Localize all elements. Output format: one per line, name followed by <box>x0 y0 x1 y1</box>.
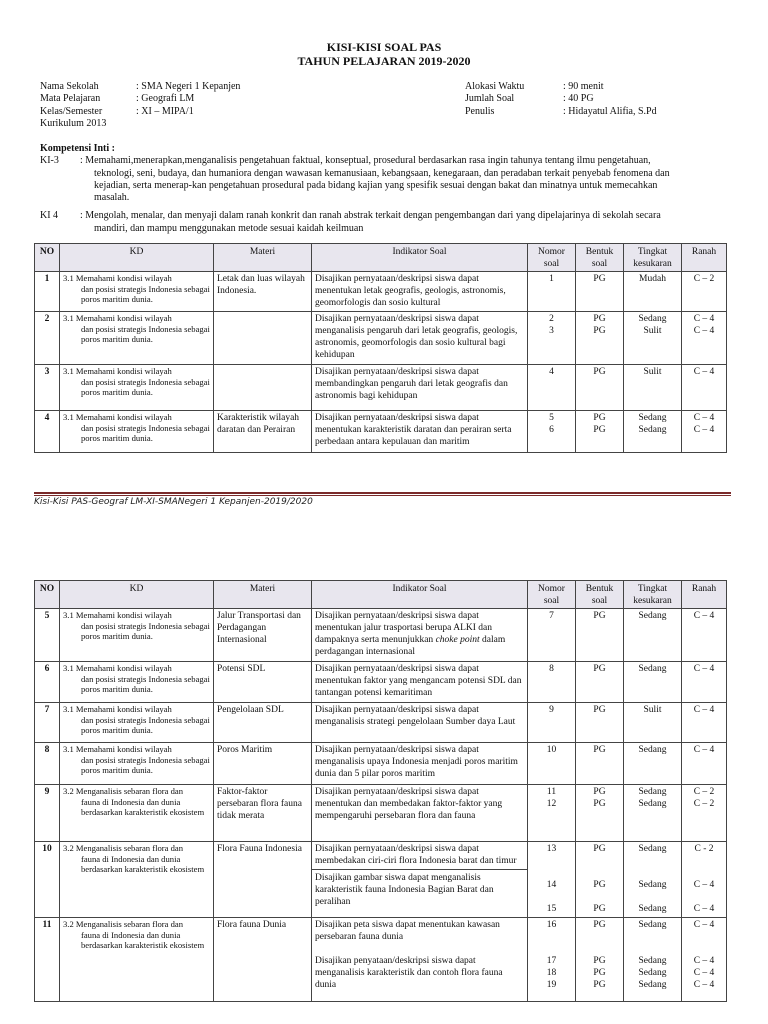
cell-value: Sedang <box>638 920 667 930</box>
kd-text: fauna di Indonesia dan dunia berdasarkan karakteristik ekosistem <box>81 929 205 950</box>
info-value: : 90 menit <box>563 81 604 92</box>
footer-divider <box>34 492 731 494</box>
col-header-materi: Materi <box>214 581 312 609</box>
row-kd <box>60 785 214 842</box>
info-label: Kurikulum 2013 <box>40 117 107 129</box>
footer-divider <box>34 495 731 496</box>
kd-text: dan posisi strategis Indonesia sebagai poros maritim dunia. <box>81 714 210 735</box>
row-no: 2 <box>35 312 60 365</box>
col-header-no: NO <box>35 581 60 609</box>
cell-value: Sedang <box>638 314 667 324</box>
indikator-part: Disajikan gambar siswa dapat menganalisis karakteristik fauna Indonesia Bagian Barat dan peralihan <box>315 873 494 907</box>
ki3-line: masalah. <box>94 192 130 204</box>
row-materi <box>214 312 312 365</box>
cell-value: PG <box>593 956 606 966</box>
cell-value: C – 2 <box>693 787 715 797</box>
cell-value: C – 2 <box>693 799 715 809</box>
row-indikator: Disajikan pernyataan/deskripsi siswa dapat menentukan letak geografis, geologis, astronomis, geomorfologis dan sosio kultural <box>312 272 528 312</box>
exam-info <box>465 81 755 118</box>
info-label: Nama Sekolah <box>40 81 99 92</box>
kd-text: 3.1 Memahami kondisi wilayah <box>63 610 172 620</box>
row-nomor: 1 <box>528 272 576 312</box>
kd-text: dan posisi strategis Indonesia sebagai poros maritim dunia. <box>81 323 210 344</box>
kd-text: 3.1 Memahami kondisi wilayah <box>63 313 172 323</box>
row-ranah: C – 4 <box>682 609 727 662</box>
row-nomor <box>528 785 576 842</box>
table-row <box>35 609 727 662</box>
table-row <box>35 703 727 743</box>
row-indikator <box>312 842 528 918</box>
cell-value: PG <box>593 787 606 797</box>
row-indikator <box>312 609 528 662</box>
row-kd <box>60 312 214 365</box>
cell-value: C – 4 <box>693 904 715 914</box>
cell-value: 3 <box>549 326 554 336</box>
ki4-line: mandiri, dan mampu menggunakan metode sesuai kaidah keilmuan <box>94 222 364 234</box>
row-materi: Jalur Transportasi dan Perdagangan Internasional <box>214 609 312 662</box>
cell-value: Sedang <box>638 425 667 435</box>
cell-value: C – 4 <box>693 425 715 435</box>
cell-value: 19 <box>546 980 557 990</box>
row-kd <box>60 609 214 662</box>
table-row <box>35 662 727 703</box>
indikator-part: Disajikan peta siswa dapat menentukan kawasan persebaran fauna dunia <box>315 920 500 942</box>
kompetensi-inti <box>40 143 730 235</box>
doc-subtitle: TAHUN PELAJARAN 2019-2020 <box>297 54 471 68</box>
info-value: : Hidayatul Alifia, S.Pd <box>563 105 657 117</box>
indikator-part: Disajikan penyataan/deskripsi siswa dapat menganalisis karakteristik dan contoh flora fauna dunia <box>315 956 503 990</box>
row-indikator: Disajikan pernyataan/deskripsi siswa dapat menentukan karakteristik daratan dan perairan serta perbedaan antara kepulauan dan maritim <box>312 411 528 453</box>
row-no: 7 <box>35 703 60 743</box>
row-bentuk: PG <box>576 272 624 312</box>
kd-text: fauna di Indonesia dan dunia berdasarkan karakteristik ekosistem <box>81 796 205 817</box>
row-materi <box>214 365 312 411</box>
kisi-table-page1 <box>34 243 727 453</box>
cell-value: C – 4 <box>693 968 715 978</box>
table-header-row <box>35 581 727 609</box>
cell-value: Sedang <box>638 880 667 890</box>
cell-value: 6 <box>549 425 554 435</box>
row-bentuk: PG <box>576 662 624 703</box>
row-materi: Faktor-faktor persebaran flora fauna tidak merata <box>214 785 312 842</box>
cell-value: Sedang <box>638 413 667 423</box>
cell-value: PG <box>593 314 606 324</box>
info-row <box>40 106 370 118</box>
kd-text: 3.2 Menganalisis sebaran flora dan <box>63 919 184 929</box>
table-row <box>35 365 727 411</box>
row-ranah: C – 4 <box>682 743 727 785</box>
col-header-indikator: Indikator Soal <box>312 581 528 609</box>
row-nomor <box>528 312 576 365</box>
row-tingkat: Sulit <box>624 703 682 743</box>
cell-value: Sedang <box>638 844 667 854</box>
info-row <box>465 106 755 118</box>
cell-value: Sulit <box>643 326 662 336</box>
ki4-row <box>40 210 730 235</box>
cell-value: C – 4 <box>693 980 715 990</box>
row-ranah <box>682 312 727 365</box>
cell-value: Sedang <box>638 787 667 797</box>
row-bentuk <box>576 918 624 1002</box>
cell-value: PG <box>593 413 606 423</box>
cell-value: C – 4 <box>693 956 715 966</box>
row-kd <box>60 365 214 411</box>
cell-value: C – 4 <box>693 920 715 930</box>
cell-value: C – 4 <box>693 880 715 890</box>
row-kd <box>60 842 214 918</box>
row-nomor: 4 <box>528 365 576 411</box>
kd-text: dan posisi strategis Indonesia sebagai poros maritim dunia. <box>81 620 210 641</box>
row-tingkat <box>624 411 682 453</box>
row-ranah <box>682 411 727 453</box>
row-bentuk: PG <box>576 609 624 662</box>
cell-value: PG <box>593 920 606 930</box>
kd-text: 3.1 Memahami kondisi wilayah <box>63 366 172 376</box>
doc-title: KISI-KISI SOAL PAS <box>326 40 442 54</box>
row-tingkat: Mudah <box>624 272 682 312</box>
kd-text: dan posisi strategis Indonesia sebagai poros maritim dunia. <box>81 673 210 694</box>
col-header-indikator: Indikator Soal <box>312 244 528 272</box>
col-header-materi: Materi <box>214 244 312 272</box>
row-kd <box>60 272 214 312</box>
cell-value: C – 4 <box>693 413 715 423</box>
table-row <box>35 312 727 365</box>
row-indikator <box>312 918 528 1002</box>
row-tingkat <box>624 918 682 1002</box>
cell-value: 13 <box>546 844 557 854</box>
cell-value: 14 <box>546 880 557 890</box>
kd-text: fauna di Indonesia dan dunia berdasarkan karakteristik ekosistem <box>81 853 205 874</box>
row-nomor: 8 <box>528 662 576 703</box>
row-ranah: C – 4 <box>682 662 727 703</box>
col-header-nomor: Nomor soal <box>528 244 576 272</box>
cell-value: PG <box>593 968 606 978</box>
kd-text: dan posisi strategis Indonesia sebagai poros maritim dunia. <box>81 422 210 443</box>
cell-value: 5 <box>549 413 554 423</box>
row-indikator: Disajikan pernyataan/deskripsi siswa dapat menganalisis pengaruh dari letak geografis, geologis, astronomis, geomorfologis dan sosio kultural bagi kehidupan <box>312 312 528 365</box>
col-header-bentuk: Bentuk soal <box>576 244 624 272</box>
info-label: Jumlah Soal <box>465 93 515 105</box>
row-no: 10 <box>35 842 60 918</box>
ki4-code: KI 4 <box>40 210 59 222</box>
row-materi: Poros Maritim <box>214 743 312 785</box>
col-header-kd: KD <box>60 244 214 272</box>
ki3-row <box>40 155 730 204</box>
row-nomor <box>528 411 576 453</box>
row-indikator: Disajikan pernyataan/deskripsi siswa dapat menentukan dan membedakan faktor-faktor yang mempengaruhi persebaran flora dan fauna <box>312 785 528 842</box>
table-row <box>35 918 727 1002</box>
row-no: 8 <box>35 743 60 785</box>
row-kd <box>60 703 214 743</box>
col-header-bentuk: Bentuk soal <box>576 581 624 609</box>
row-materi: Flora fauna Dunia <box>214 918 312 1002</box>
info-value: : SMA Negeri 1 Kepanjen <box>136 81 241 92</box>
row-nomor <box>528 918 576 1002</box>
kd-text: 3.1 Memahami kondisi wilayah <box>63 704 172 714</box>
row-no: 4 <box>35 411 60 453</box>
cell-value: PG <box>593 844 606 854</box>
col-header-tingkat: Tingkat kesukaran <box>624 244 682 272</box>
info-row <box>40 81 370 93</box>
info-label: Penulis <box>465 105 495 117</box>
row-materi: Letak dan luas wilayah Indonesia. <box>214 272 312 312</box>
row-indikator: Disajikan pernyataan/deskripsi siswa dapat menentukan faktor yang mengancam potensi SDL dan tantangan potensi kemaritiman <box>312 662 528 703</box>
row-nomor <box>528 842 576 918</box>
row-bentuk: PG <box>576 703 624 743</box>
cell-value: Sedang <box>638 799 667 809</box>
col-header-no: NO <box>35 244 60 272</box>
table-row <box>35 272 727 312</box>
row-indikator: Disajikan pernyataan/deskripsi siswa dapat menganalisis strategi pengelolaan Sumber daya Laut <box>312 703 528 743</box>
indikator-text: dalam perdagangan internasional <box>315 635 506 657</box>
info-value: : 40 PG <box>563 93 594 105</box>
cell-value: 16 <box>546 920 557 930</box>
kd-text: 3.1 Memahami kondisi wilayah <box>63 273 172 283</box>
row-bentuk <box>576 842 624 918</box>
row-kd <box>60 918 214 1002</box>
col-header-kd: KD <box>60 581 214 609</box>
row-no: 11 <box>35 918 60 1002</box>
kd-text: 3.1 Memahami kondisi wilayah <box>63 412 172 422</box>
cell-value: 18 <box>546 968 557 978</box>
cell-value: PG <box>593 980 606 990</box>
row-nomor: 10 <box>528 743 576 785</box>
row-kd <box>60 662 214 703</box>
cell-value: 11 <box>546 787 557 797</box>
ki3-line: kejadian, serta menerap-kan pengetahuan prosedural pada bidang kajian yang spesifik sesuai dengan bakat dan minatnya untuk memecahkan <box>94 179 658 191</box>
cell-value: PG <box>593 799 606 809</box>
kisi-table-page2 <box>34 580 727 1002</box>
info-row <box>40 93 370 105</box>
kd-text: 3.2 Menganalisis sebaran flora dan <box>63 786 184 796</box>
indikator-text: Disajikan pernyataan/deskripsi siswa dapat menentukan jalur trasportasi berupa ALKI dan dampaknya serta menunjukkan <box>315 611 493 645</box>
kompetensi-heading: Kompetensi Inti : <box>40 143 115 154</box>
row-no: 5 <box>35 609 60 662</box>
ki3-code: KI-3 <box>40 155 59 167</box>
row-materi: Potensi SDL <box>214 662 312 703</box>
row-tingkat: Sedang <box>624 662 682 703</box>
row-indikator: Disajikan pernyataan/deskripsi siswa dapat membandingkan pengaruh dari letak geografis dan astronomis bagi kehidupan <box>312 365 528 411</box>
table-row <box>35 743 727 785</box>
row-materi: Karakteristik wilayah daratan dan Perairan <box>214 411 312 453</box>
row-bentuk <box>576 312 624 365</box>
ki3-text <box>82 155 730 204</box>
row-ranah <box>682 785 727 842</box>
table-header-row <box>35 244 727 272</box>
cell-value: PG <box>593 880 606 890</box>
row-no: 1 <box>35 272 60 312</box>
col-header-tingkat: Tingkat kesukaran <box>624 581 682 609</box>
row-ranah: C – 2 <box>682 272 727 312</box>
row-tingkat <box>624 785 682 842</box>
cell-value: Sedang <box>638 904 667 914</box>
row-kd <box>60 411 214 453</box>
cell-value: C – 4 <box>693 314 715 324</box>
table-row <box>35 785 727 842</box>
cell-value: Sedang <box>638 980 667 990</box>
row-ranah <box>682 918 727 1002</box>
kd-text: dan posisi strategis Indonesia sebagai poros maritim dunia. <box>81 376 210 397</box>
row-no: 6 <box>35 662 60 703</box>
row-indikator: Disajikan pernyataan/deskripsi siswa dapat menganalisis upaya Indonesia menjadi poros maritim dunia dan 5 pilar poros maritim <box>312 743 528 785</box>
cell-value: 17 <box>546 956 557 966</box>
row-tingkat <box>624 842 682 918</box>
kd-text: 3.1 Memahami kondisi wilayah <box>63 744 172 754</box>
cell-value: PG <box>593 425 606 435</box>
row-nomor: 9 <box>528 703 576 743</box>
cell-value: PG <box>593 326 606 336</box>
row-materi: Pengelolaan SDL <box>214 703 312 743</box>
row-ranah: C – 4 <box>682 703 727 743</box>
table-row <box>35 411 727 453</box>
col-header-ranah: Ranah <box>682 244 727 272</box>
row-bentuk <box>576 785 624 842</box>
row-bentuk: PG <box>576 743 624 785</box>
row-no: 9 <box>35 785 60 842</box>
col-header-nomor: Nomor soal <box>528 581 576 609</box>
row-kd <box>60 743 214 785</box>
cell-value: 15 <box>546 904 557 914</box>
kd-text: 3.2 Menganalisis sebaran flora dan <box>63 843 184 853</box>
info-label: Kelas/Semester <box>40 105 103 117</box>
cell-value: Sedang <box>638 956 667 966</box>
cell-value: C - 2 <box>694 844 714 854</box>
cell-value: 12 <box>546 799 557 809</box>
col-header-ranah: Ranah <box>682 581 727 609</box>
kd-text: dan posisi strategis Indonesia sebagai poros maritim dunia. <box>81 283 210 304</box>
cell-value: PG <box>593 904 606 914</box>
row-ranah <box>682 842 727 918</box>
cell-value: C – 4 <box>693 326 715 336</box>
indikator-italic: choke point <box>435 635 480 645</box>
ki3-line: teknologi, seni, budaya, dan humaniora dengan wawasan kemanusiaan, kebangsaan, kenegaraan, dan peradaban terkait penyebab fenomena dan <box>94 167 670 179</box>
indikator-part: Disajikan pernyataan/deskripsi siswa dapat membedakan ciri-ciri flora Indonesia barat dan timur <box>312 843 527 870</box>
info-value: : Geografi LM <box>136 93 195 105</box>
cell-value: Sedang <box>638 968 667 978</box>
info-value: : XI – MIPA/1 <box>136 105 194 117</box>
info-label: Mata Pelajaran <box>40 93 101 105</box>
ki4-text <box>82 210 730 235</box>
page-footer: Kisi-Kisi PAS-Geograf LM-XI-SMANegeri 1 Kepanjen-2019/2020 <box>34 497 313 507</box>
info-row <box>40 118 370 130</box>
ki4-line: : Mengolah, menalar, dan menyaji dalam ranah konkrit dan ranah abstrak terkait dengan pengembangan dari yang dipelajarinya di sekolah secara <box>80 210 661 222</box>
cell-value: 2 <box>549 314 554 324</box>
row-tingkat <box>624 312 682 365</box>
kd-text: dan posisi strategis Indonesia sebagai poros maritim dunia. <box>81 754 210 775</box>
kd-text: 3.1 Memahami kondisi wilayah <box>63 663 172 673</box>
school-info <box>40 81 370 130</box>
row-bentuk: PG <box>576 365 624 411</box>
info-label: Alokasi Waktu <box>465 81 525 92</box>
table-row <box>35 842 727 918</box>
row-tingkat: Sedang <box>624 743 682 785</box>
row-bentuk <box>576 411 624 453</box>
info-row <box>465 81 755 93</box>
info-row <box>465 93 755 105</box>
row-tingkat: Sulit <box>624 365 682 411</box>
row-tingkat: Sedang <box>624 609 682 662</box>
row-no: 3 <box>35 365 60 411</box>
row-nomor: 7 <box>528 609 576 662</box>
row-materi: Flora Fauna Indonesia <box>214 842 312 918</box>
row-ranah: C – 4 <box>682 365 727 411</box>
ki3-line: : Memahami,menerapkan,menganalisis pengetahuan faktual, konseptual, prosedural berdasarkan rasa ingin tahunya tentang ilmu pengetahuan, <box>80 155 651 167</box>
